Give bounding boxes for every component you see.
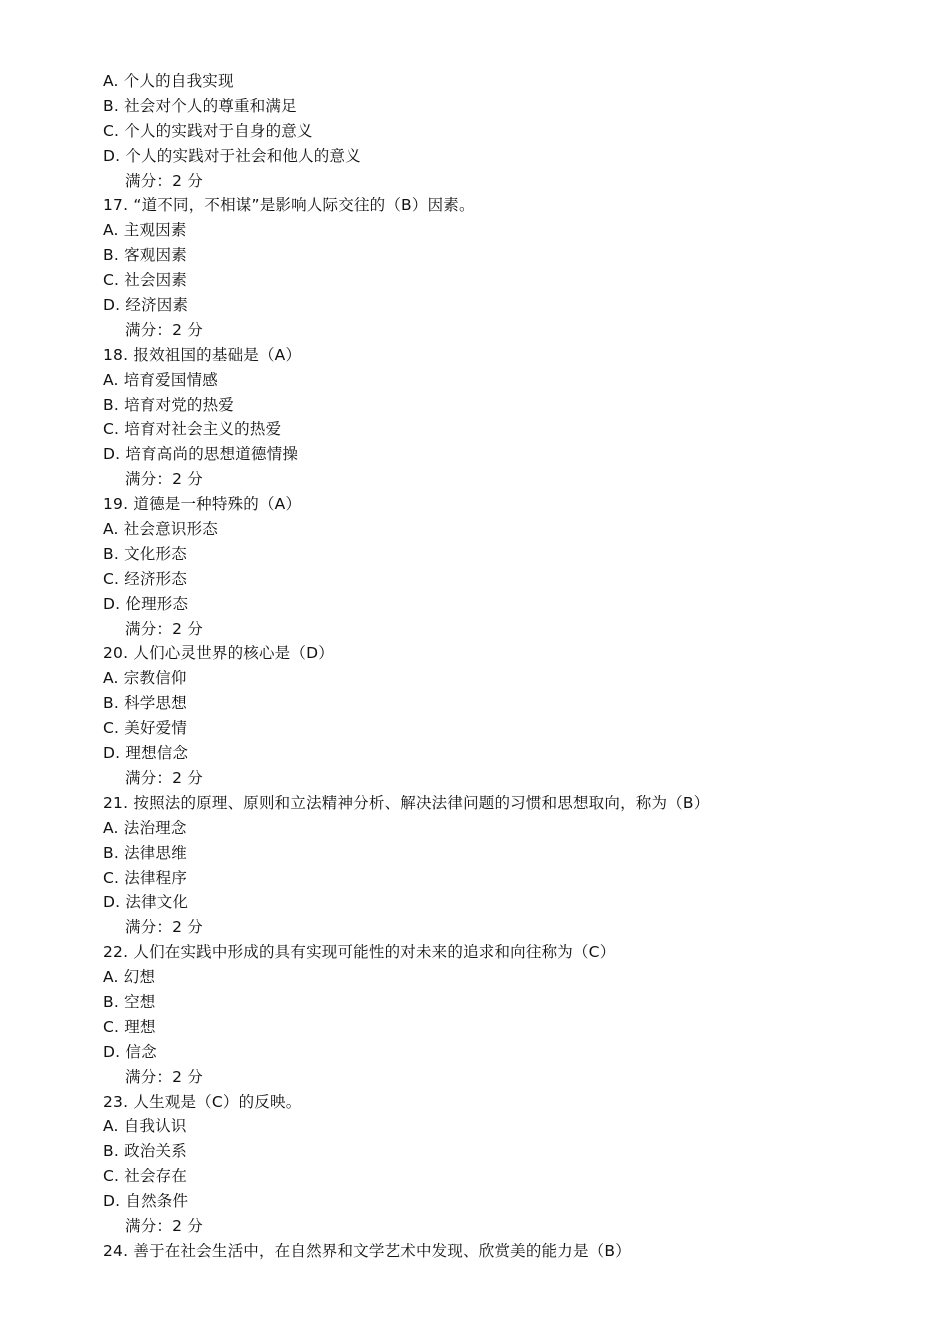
- option-line: A. 法治理念: [103, 818, 187, 837]
- option-line: D. 个人的实践对于社会和他人的意义: [103, 146, 361, 165]
- option-line: B. 培育对党的热爱: [103, 395, 234, 414]
- option-line: C. 法律程序: [103, 868, 188, 887]
- option-line: C. 个人的实践对于自身的意义: [103, 121, 313, 140]
- option-line: A. 个人的自我实现: [103, 72, 234, 90]
- question-text: 21. 按照法的原理、原则和立法精神分析、解决法律问题的习惯和思想取向，称为（B）: [103, 793, 710, 812]
- option-line: A. 幻想: [103, 968, 156, 987]
- score-label: 满分：2 分: [125, 1216, 203, 1235]
- option-line: D. 自然条件: [103, 1192, 189, 1211]
- score-label: 满分：2 分: [125, 320, 203, 339]
- score-label: 满分：2 分: [125, 171, 203, 190]
- option-line: A. 社会意识形态: [103, 520, 218, 539]
- option-line: D. 信念: [103, 1042, 157, 1061]
- question-text: 22. 人们在实践中形成的具有实现可能性的对未来的追求和向往称为（C）: [103, 943, 616, 962]
- option-line: B. 法律思维: [103, 843, 187, 862]
- score-label: 满分：2 分: [125, 1067, 203, 1086]
- score-label: 满分：2 分: [125, 619, 203, 638]
- question-text: 18. 报效祖国的基础是（A）: [103, 345, 302, 364]
- option-line: D. 培育高尚的思想道德情操: [103, 445, 299, 464]
- question-text: 24. 善于在社会生活中，在自然界和文学艺术中发现、欣赏美的能力是（B）: [103, 1241, 631, 1260]
- score-label: 满分：2 分: [125, 470, 203, 489]
- score-label: 满分：2 分: [125, 918, 203, 937]
- question-list: [103, 69, 883, 1264]
- option-line: D. 理想信念: [103, 744, 189, 763]
- option-line: B. 政治关系: [103, 1142, 187, 1161]
- question-text: 20. 人们心灵世界的核心是（D）: [103, 644, 334, 663]
- option-line: B. 科学思想: [103, 694, 187, 713]
- option-line: C. 社会存在: [103, 1167, 188, 1186]
- score-label: 满分：2 分: [125, 768, 203, 787]
- question-text: 23. 人生观是（C）的反映。: [103, 1092, 302, 1111]
- option-line: C. 社会因素: [103, 271, 188, 290]
- option-line: D. 伦理形态: [103, 594, 189, 613]
- option-line: D. 法律文化: [103, 893, 189, 912]
- option-line: B. 文化形态: [103, 544, 187, 563]
- question-text: 17. “道不同，不相谋”是影响人际交往的（B）因素。: [103, 196, 475, 215]
- option-line: C. 理想: [103, 1017, 156, 1036]
- option-line: B. 空想: [103, 992, 156, 1011]
- option-line: A. 培育爱国情感: [103, 370, 218, 389]
- option-line: C. 美好爱情: [103, 719, 188, 738]
- question-text: 19. 道德是一种特殊的（A）: [103, 495, 302, 514]
- option-line: C. 经济形态: [103, 569, 188, 588]
- option-line: D. 经济因素: [103, 296, 189, 315]
- option-line: C. 培育对社会主义的热爱: [103, 420, 282, 439]
- option-line: B. 客观因素: [103, 246, 187, 265]
- option-line: A. 主观因素: [103, 221, 187, 240]
- option-line: A. 宗教信仰: [103, 669, 187, 688]
- option-line: B. 社会对个人的尊重和满足: [103, 96, 297, 115]
- option-line: A. 自我认识: [103, 1117, 187, 1136]
